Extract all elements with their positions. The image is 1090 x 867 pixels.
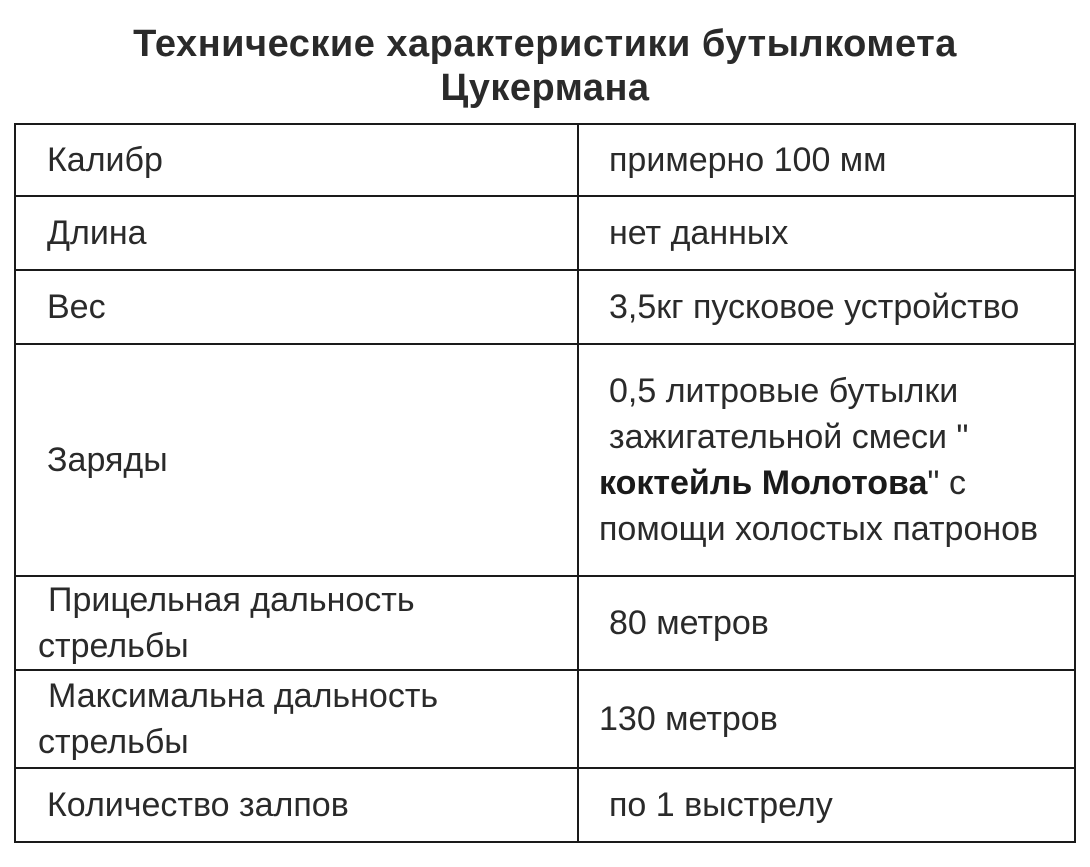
param-label xyxy=(38,577,577,669)
value-cell: 80 метров xyxy=(578,576,1075,670)
molotov-cocktail-link[interactable]: коктейль Молотова xyxy=(599,464,928,502)
param-label-line-2: стрельбы xyxy=(38,723,189,761)
value-cell: 130 метров xyxy=(578,670,1075,768)
param-cell: Количество залпов xyxy=(15,768,578,842)
param-label-line-2: стрельбы xyxy=(38,627,189,665)
title-line-1: Технические характеристики бутылкомета xyxy=(133,23,957,65)
table-row xyxy=(15,576,1075,670)
param-cell: Длина xyxy=(15,196,578,270)
param-label-line-1: Максимальна дальность xyxy=(48,677,439,715)
table-row xyxy=(15,270,1075,344)
param-cell: Заряды xyxy=(15,344,578,576)
value-cell: по 1 выстрелу xyxy=(578,768,1075,842)
param-cell xyxy=(15,576,578,670)
param-cell xyxy=(15,670,578,768)
param-cell: Калибр xyxy=(15,124,578,196)
value-cell-charges xyxy=(578,344,1075,576)
table-row xyxy=(15,768,1075,842)
value-cell: примерно 100 мм xyxy=(578,124,1075,196)
table-row xyxy=(15,344,1075,576)
param-label-line-1: Прицельная дальность xyxy=(48,581,415,619)
table-row xyxy=(15,196,1075,270)
value-cell: нет данных xyxy=(578,196,1075,270)
value-cell: 3,5кг пусковое устройство xyxy=(578,270,1075,344)
page-title xyxy=(0,22,1090,110)
table-row xyxy=(15,670,1075,768)
table-row xyxy=(15,124,1075,196)
value-text-before: 0,5 литровые бутылки зажигательной смеси " xyxy=(609,372,969,456)
title-line-2: Цукермана xyxy=(440,67,650,109)
param-label xyxy=(38,673,577,765)
specs-table xyxy=(14,123,1076,843)
value-text-after: " с помощи холостых патронов xyxy=(599,464,1039,548)
param-cell: Вес xyxy=(15,270,578,344)
